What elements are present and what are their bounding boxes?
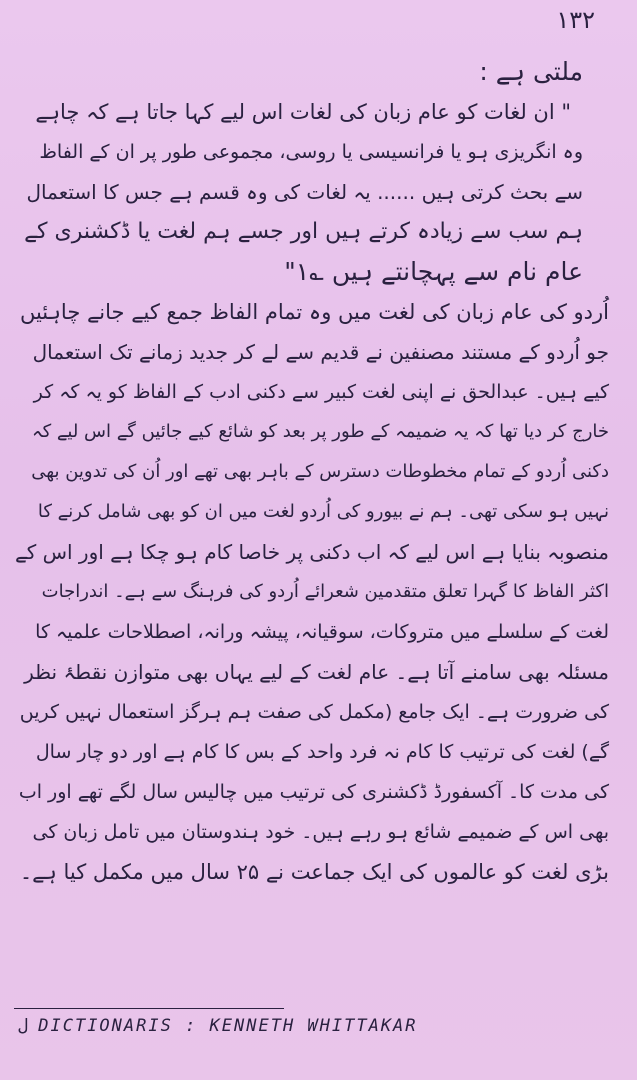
page-body	[14, 52, 615, 892]
paragraph-line: اکثر الفاظ کا گہرا تعلق متقدمین شعرائے اُردو کی فرہنگ سے ہے۔ اندراجات	[41, 581, 609, 602]
paragraph-line: بھی اس کے ضمیمے شائع ہو رہے ہیں۔ خود ہندوستان میں تامل زبان کی	[32, 821, 609, 843]
footnote-divider	[14, 1008, 284, 1009]
paragraph-line: دکنی اُردو کے تمام مخطوطات دسترس کے باہر بھی تھے اور اُن کی تدوین بھی	[31, 461, 609, 482]
paragraph-line: مسئلہ بھی سامنے آتا ہے۔ عام لغت کے لیے یہاں بھی متوازن نقطۂ نظر	[24, 660, 609, 684]
block-quote	[14, 92, 615, 292]
paragraph-line: کی ضرورت ہے۔ ایک جامع (مکمل کی صفت ہم ہرگز استعمال نہیں کریں	[19, 701, 609, 723]
footnote-text: DICTIONARIS : KENNETH WHITTAKAR	[38, 1016, 418, 1036]
quote-line: وہ انگریزی ہو یا فرانسیسی یا روسی، مجموعی طور پر ان کے الفاظ	[39, 141, 583, 163]
quote-line: ہم سب سے زیادہ کرتے ہیں اور جسے ہم لغت یا ڈکشنری کے	[24, 219, 583, 244]
quote-line: سے بحث کرتی ہیں ...... یہ لغات کی وہ قسم ہے جس کا استعمال	[26, 180, 583, 204]
page-number: ۱۳۲	[556, 6, 595, 34]
footnote-marker: ل	[18, 1016, 29, 1036]
paragraph-line: اُردو کی عام زبان کی لغت میں وہ تمام الفاظ جمع کیے جانے چاہئیں	[19, 300, 609, 324]
paragraph-line: لغت کے سلسلے میں متروکات، سوقیانہ، پیشہ ورانہ، اصطلاحات علمیہ کا	[35, 621, 609, 643]
main-paragraph	[14, 292, 615, 892]
paragraph-line: نہیں ہو سکی تھی۔ ہم نے بیورو کی اُردو لغت میں ان کو بھی شامل کرنے کا	[37, 501, 609, 522]
paragraph-line: منصوبہ بنایا ہے اس لیے کہ اب دکنی پر خاصا کام ہو چکا ہے اور اس کے	[14, 540, 609, 564]
paragraph-line: جو اُردو کے مستند مصنفین نے قدیم سے لے کر جدید زمانے تک استعمال	[32, 340, 609, 364]
paragraph-line: کی مدت کا۔ آکسفورڈ ڈکشنری کی ترتیب میں چالیس سال لگے تھے اور اب	[18, 781, 609, 803]
paragraph-line: گے) لغت کی ترتیب کا کام نہ فرد واحد کے بس کا کام ہے اور دو چار سال	[35, 741, 609, 763]
intro-line: ملتی ہے :	[479, 57, 583, 86]
quote-line: " ان لغات کو عام زبان کی لغات اس لیے کہا جاتا ہے کہ چاہے	[35, 100, 571, 124]
paragraph-line: بڑی لغت کو عالموں کی ایک جماعت نے ۲۵ سال میں مکمل کیا ہے۔	[19, 860, 609, 884]
footnote	[18, 1016, 418, 1036]
quote-line: عام نام سے پہچانتے ہیں ؎۱"	[284, 257, 583, 286]
paragraph-line: کیے ہیں۔ عبدالحق نے اپنی لغت کبیر سے دکنی ادب کے الفاظ کو یہ کہ کر	[33, 381, 609, 403]
paragraph-line: خارج کر دیا تھا کہ یہ ضمیمہ کے طور پر بعد کو شائع کیے جائیں گے اس لیے کہ	[32, 421, 609, 442]
